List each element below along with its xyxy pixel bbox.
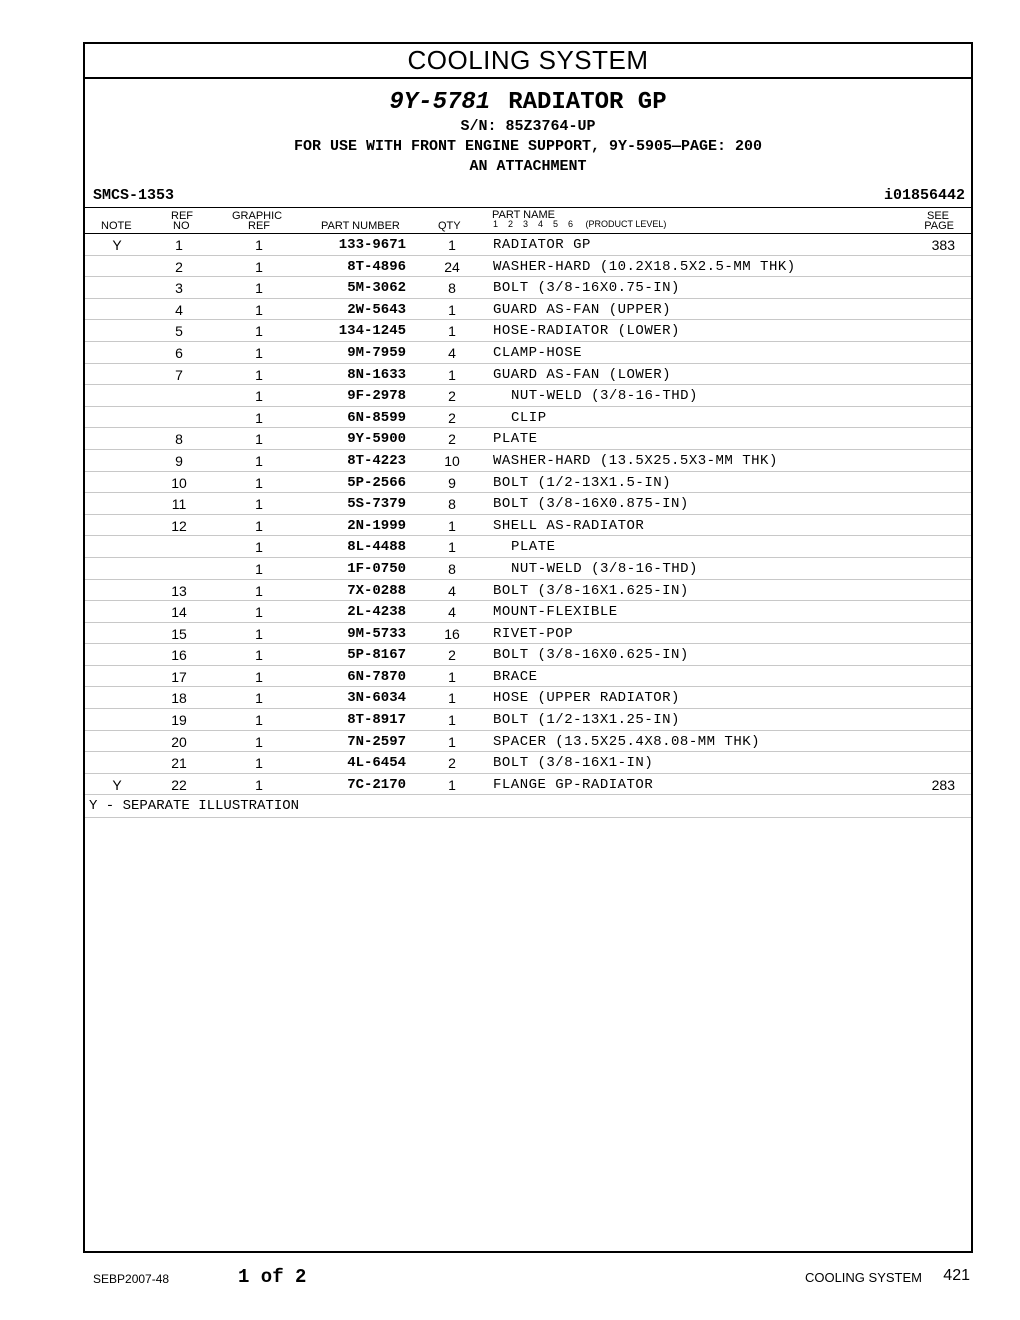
cell-part-number: 133-9671 (338, 237, 406, 253)
cell-part-number: 9F-2978 (347, 388, 406, 405)
cell-part-name: BOLT (3/8-16X0.625-IN) (493, 647, 689, 664)
cell-ref-no: 7 (175, 366, 183, 383)
cell-qty: 1 (448, 690, 456, 707)
legend-text: Y - SEPARATE ILLUSTRATION (89, 798, 300, 815)
smcs-code: SMCS-1353 (93, 187, 175, 204)
cell-qty: 4 (448, 604, 456, 621)
table-row (85, 580, 971, 602)
cell-part-number: 5P-8167 (347, 647, 406, 664)
table-row (85, 731, 971, 753)
table-row (85, 450, 971, 472)
cell-part-name: NUT-WELD (3/8-16-THD) (511, 560, 698, 577)
cell-qty: 2 (448, 647, 456, 664)
table-row (85, 320, 971, 342)
cell-graphic-ref: 1 (255, 517, 263, 534)
usage-note: FOR USE WITH FRONT ENGINE SUPPORT, 9Y-5905—PAGE: 200 (293, 138, 763, 155)
cell-graphic-ref: 1 (255, 452, 263, 469)
cell-qty: 1 (448, 776, 456, 793)
cell-graphic-ref: 1 (255, 431, 263, 448)
cell-graphic-ref: 1 (255, 258, 263, 275)
cell-part-name: BOLT (3/8-16X1-IN) (493, 755, 654, 772)
cell-part-number: 8L-4488 (347, 539, 406, 556)
cell-part-name: BRACE (493, 668, 538, 685)
col-graphic-bottom: REF (248, 220, 270, 232)
cell-ref-no: 19 (171, 712, 187, 729)
cell-ref-no: 2 (175, 258, 183, 275)
cell-qty: 2 (448, 409, 456, 426)
cell-ref-no: 8 (175, 431, 183, 448)
cell-part-number: 2W-5643 (347, 301, 406, 318)
table-row (85, 515, 971, 537)
table-row (85, 407, 971, 429)
cell-part-name: RIVET-POP (493, 625, 574, 642)
page-number: 421 (943, 1267, 970, 1284)
cell-ref-no: 12 (171, 517, 187, 534)
table-row (85, 687, 971, 709)
page-of: 1 of 2 (238, 1266, 307, 1288)
cell-part-name: MOUNT-FLEXIBLE (493, 604, 618, 621)
table-row (85, 536, 971, 558)
serial-number: S/N: 85Z3764-UP (460, 118, 596, 135)
cell-part-number: 7N-2597 (347, 733, 406, 750)
cell-part-number: 2L-4238 (347, 604, 406, 621)
cell-ref-no: 22 (171, 776, 187, 793)
cell-part-number: 2N-1999 (347, 517, 406, 534)
cell-see-page: 383 (931, 237, 955, 253)
cell-qty: 8 (448, 560, 456, 577)
cell-qty: 8 (448, 280, 456, 297)
col-graphic-top: GRAPHIC (232, 210, 283, 222)
cell-ref-no: 3 (175, 280, 183, 297)
cell-qty: 2 (448, 755, 456, 772)
cell-ref-no: 13 (171, 582, 187, 599)
group-title (85, 89, 971, 117)
table-row (85, 774, 971, 796)
cell-part-name: FLANGE GP-RADIATOR (493, 776, 654, 793)
cell-part-number: 3N-6034 (347, 690, 406, 707)
cell-qty: 4 (448, 344, 456, 361)
cell-graphic-ref: 1 (255, 604, 263, 621)
group-name: RADIATOR GP (508, 89, 667, 116)
cell-part-number: 134-1245 (338, 323, 406, 340)
cell-qty: 4 (448, 582, 456, 599)
cell-part-name: SHELL AS-RADIATOR (493, 517, 645, 534)
cell-qty: 24 (444, 258, 460, 275)
cell-qty: 1 (448, 733, 456, 750)
cell-graphic-ref: 1 (255, 409, 263, 426)
cell-part-number: 8N-1633 (347, 366, 406, 383)
col-part-name: PART NAME (492, 209, 555, 221)
cell-part-number: 6N-7870 (347, 668, 406, 685)
smcs-row (85, 185, 971, 208)
cell-part-name: PLATE (493, 431, 538, 448)
cell-graphic-ref: 1 (255, 755, 263, 772)
cell-qty: 1 (448, 237, 456, 253)
cell-part-number: 6N-8599 (347, 409, 406, 426)
cell-ref-no: 6 (175, 344, 183, 361)
cell-qty: 1 (448, 517, 456, 534)
page-footer (0, 1262, 1020, 1292)
table-row (85, 428, 971, 450)
table-row (85, 644, 971, 666)
cell-part-number: 8T-8917 (347, 712, 406, 729)
cell-note: Y (112, 237, 122, 253)
table-row (85, 256, 971, 278)
cell-part-name: HOSE-RADIATOR (LOWER) (493, 323, 680, 340)
col-see-top: SEE (926, 210, 949, 222)
col-see-bottom: PAGE (924, 220, 954, 232)
table-row (85, 709, 971, 731)
cell-qty: 10 (444, 452, 460, 469)
cell-qty: 1 (448, 366, 456, 383)
cell-qty: 1 (448, 668, 456, 685)
cell-qty: 2 (448, 431, 456, 448)
cell-part-name: WASHER-HARD (13.5X25.5X3-MM THK) (493, 452, 778, 469)
cell-part-number: 4L-6454 (347, 755, 406, 772)
cell-ref-no: 11 (171, 496, 187, 513)
cell-part-number: 7C-2170 (347, 776, 406, 793)
cell-qty: 1 (448, 301, 456, 318)
cell-graphic-ref: 1 (255, 344, 263, 361)
cell-ref-no: 9 (175, 452, 183, 469)
table-row (85, 342, 971, 364)
page-frame (83, 42, 973, 1253)
cell-graphic-ref: 1 (255, 539, 263, 556)
table-row (85, 601, 971, 623)
cell-part-name: HOSE (UPPER RADIATOR) (493, 690, 680, 707)
cell-graphic-ref: 1 (255, 280, 263, 297)
cell-part-name: CLAMP-HOSE (493, 344, 583, 361)
cell-graphic-ref: 1 (255, 776, 263, 793)
cell-part-name: GUARD AS-FAN (UPPER) (493, 301, 672, 318)
cell-part-name: GUARD AS-FAN (LOWER) (493, 366, 672, 383)
cell-part-number: 7X-0288 (347, 582, 406, 599)
parts-table (85, 234, 971, 795)
cell-part-name: NUT-WELD (3/8-16-THD) (511, 388, 698, 405)
cell-graphic-ref: 1 (255, 712, 263, 729)
cell-ref-no: 1 (175, 237, 183, 253)
cell-part-name: BOLT (3/8-16X0.75-IN) (493, 280, 680, 297)
cell-qty: 8 (448, 496, 456, 513)
cell-part-name: BOLT (1/2-13X1.25-IN) (493, 712, 680, 729)
table-row (85, 364, 971, 386)
table-row (85, 385, 971, 407)
table-row (85, 234, 971, 256)
cell-graphic-ref: 1 (255, 647, 263, 664)
cell-ref-no: 5 (175, 323, 183, 340)
column-headers (85, 208, 971, 234)
group-heading (85, 89, 971, 177)
cell-see-page: 283 (931, 776, 955, 793)
cell-part-number: 9M-7959 (347, 344, 406, 361)
legend-row (85, 795, 971, 818)
cell-ref-no: 14 (171, 604, 187, 621)
table-row (85, 472, 971, 494)
cell-graphic-ref: 1 (255, 388, 263, 405)
table-row (85, 666, 971, 688)
cell-part-name: CLIP (511, 409, 547, 426)
cell-graphic-ref: 1 (255, 560, 263, 577)
cell-graphic-ref: 1 (255, 366, 263, 383)
cell-qty: 9 (448, 474, 456, 491)
cell-graphic-ref: 1 (255, 733, 263, 750)
cell-graphic-ref: 1 (255, 690, 263, 707)
table-row (85, 752, 971, 774)
cell-part-name: BOLT (3/8-16X1.625-IN) (493, 582, 689, 599)
cell-qty: 1 (448, 323, 456, 340)
illustration-id: i01856442 (883, 187, 965, 204)
table-row (85, 277, 971, 299)
cell-qty: 1 (448, 539, 456, 556)
cell-part-name: RADIATOR GP (493, 237, 591, 253)
cell-graphic-ref: 1 (255, 582, 263, 599)
cell-ref-no: 15 (171, 625, 187, 642)
cell-part-number: 5S-7379 (347, 496, 406, 513)
cell-qty: 16 (444, 625, 460, 642)
cell-part-number: 5P-2566 (347, 474, 406, 491)
cell-part-name: SPACER (13.5X25.4X8.08-MM THK) (493, 733, 761, 750)
cell-qty: 2 (448, 388, 456, 405)
col-note: NOTE (101, 220, 132, 232)
col-ref-top: REF (171, 210, 193, 222)
cell-graphic-ref: 1 (255, 323, 263, 340)
cell-graphic-ref: 1 (255, 474, 263, 491)
cell-part-name: BOLT (3/8-16X0.875-IN) (493, 496, 689, 513)
cell-part-name: WASHER-HARD (10.2X18.5X2.5-MM THK) (493, 258, 796, 275)
cell-part-number: 5M-3062 (347, 280, 406, 297)
cell-graphic-ref: 1 (255, 237, 263, 253)
doc-code: SEBP2007-48 (93, 1272, 170, 1286)
cell-note: Y (112, 776, 122, 793)
cell-part-number: 8T-4896 (347, 258, 406, 275)
cell-part-number: 8T-4223 (347, 452, 406, 469)
cell-graphic-ref: 1 (255, 496, 263, 513)
cell-ref-no: 16 (171, 647, 187, 664)
cell-ref-no: 10 (171, 474, 187, 491)
cell-part-name: BOLT (1/2-13X1.5-IN) (493, 474, 672, 491)
cell-graphic-ref: 1 (255, 668, 263, 685)
col-product-levels: 1 2 3 4 5 6 (PRODUCT LEVEL) (493, 219, 667, 229)
cell-ref-no: 21 (171, 755, 187, 772)
cell-part-number: 9Y-5900 (347, 431, 406, 448)
section-title: COOLING SYSTEM (85, 44, 971, 79)
cell-ref-no: 4 (175, 301, 183, 318)
cell-qty: 1 (448, 712, 456, 729)
col-part-number: PART NUMBER (321, 220, 400, 232)
table-row (85, 299, 971, 321)
col-ref-bottom: NO (173, 220, 190, 232)
footer-section: COOLING SYSTEM (804, 1270, 922, 1285)
attachment-note: AN ATTACHMENT (469, 158, 587, 175)
cell-ref-no: 18 (171, 690, 187, 707)
cell-part-name: PLATE (511, 539, 556, 556)
col-qty: QTY (438, 220, 461, 232)
cell-graphic-ref: 1 (255, 301, 263, 318)
cell-ref-no: 20 (171, 733, 187, 750)
cell-part-number: 1F-0750 (347, 560, 406, 577)
cell-part-number: 9M-5733 (347, 625, 406, 642)
cell-ref-no: 17 (171, 668, 187, 685)
table-row (85, 623, 971, 645)
group-number: 9Y-5781 (389, 89, 491, 116)
cell-graphic-ref: 1 (255, 625, 263, 642)
table-row (85, 558, 971, 580)
table-row (85, 493, 971, 515)
